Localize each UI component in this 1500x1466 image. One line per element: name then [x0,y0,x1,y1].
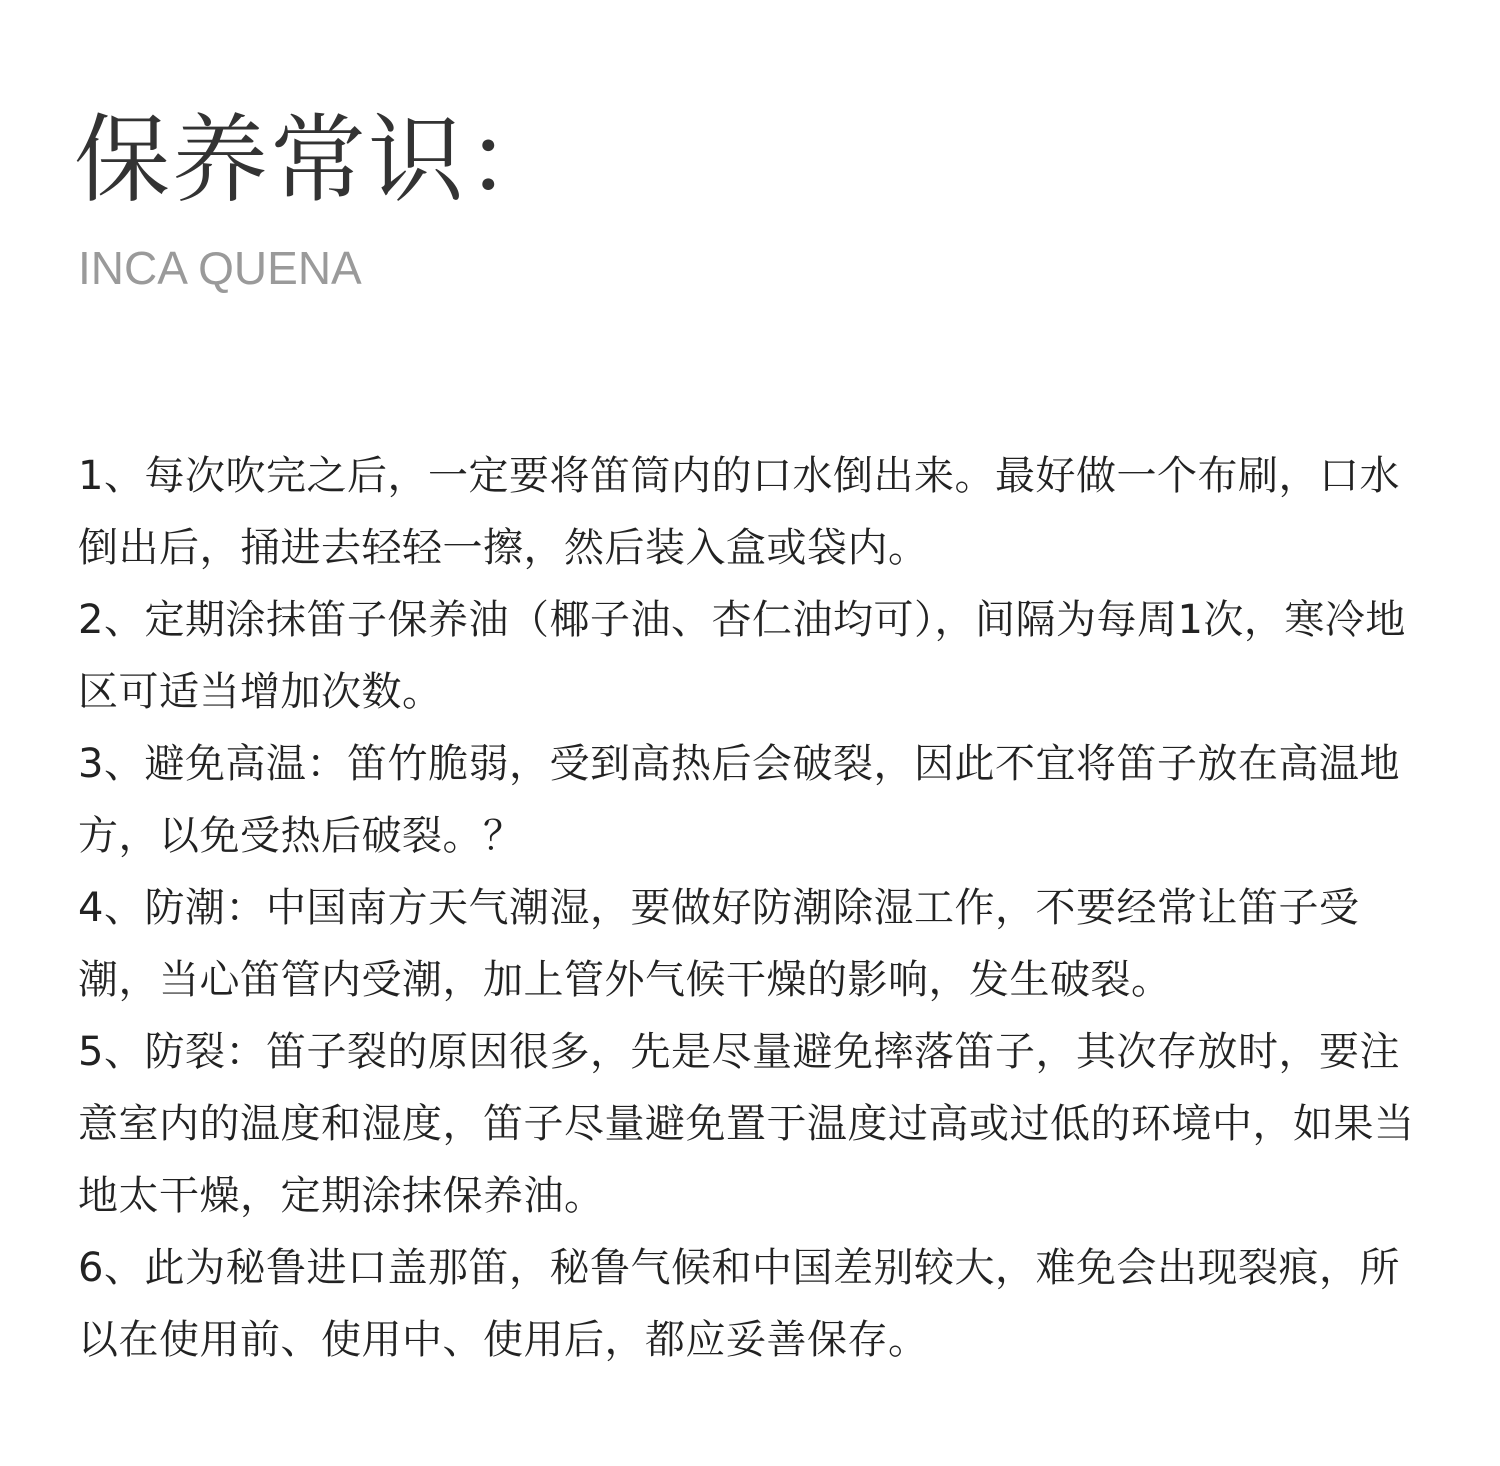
care-tip-6: 6、此为秘鲁进口盖那笛，秘鲁气候和中国差别较大，难免会出现裂痕，所以在使用前、使用中、使用后，都应妥善保存。 [78,1245,1400,1363]
page-title: 保养常识： [74,104,564,216]
care-tip-5: 5、防裂：笛子裂的原因很多，先是尽量避免摔落笛子，其次存放时，要注意室内的温度和湿度，笛子尽量避免置于温度过高或过低的环境中，如果当地太干燥，定期涂抹保养油。 [78,1029,1415,1219]
care-tip-1: 1、每次吹完之后，一定要将笛筒内的口水倒出来。最好做一个布刷，口水倒出后，捅进去轻轻一擦，然后装入盒或袋内。 [78,453,1400,571]
brand-subtitle: INCA QUENA [78,242,362,294]
care-tip-3: 3、避免高温：笛竹脆弱，受到高热后会破裂，因此不宜将笛子放在高温地方，以免受热后破裂。？ [78,741,1400,859]
care-tip-4: 4、防潮：中国南方天气潮湿，要做好防潮除湿工作，不要经常让笛子受潮，当心笛管内受潮，加上管外气候干燥的影响，发生破裂。 [78,885,1360,1003]
care-tips-list [78,440,1418,1376]
care-tip-2: 2、定期涂抹笛子保养油（椰子油、杏仁油均可），间隔为每周1次，寒冷地区可适当增加次数。 [78,597,1406,715]
